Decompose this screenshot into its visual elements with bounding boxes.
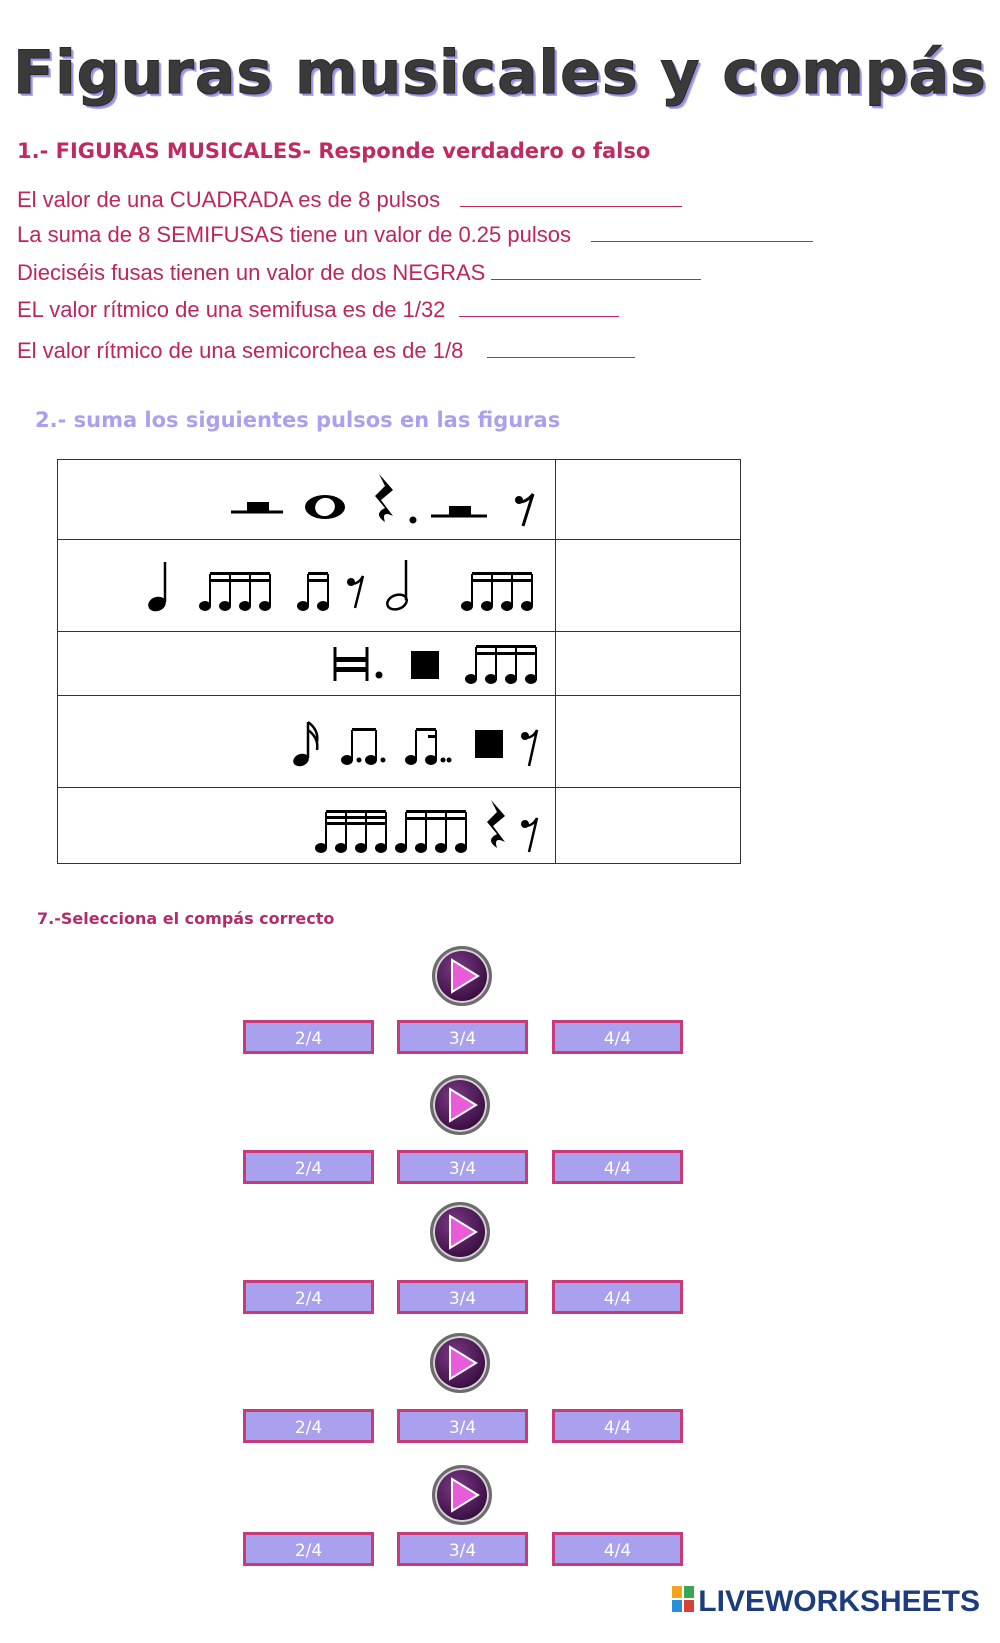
figures-cell [58,460,556,540]
option-3-4-button[interactable]: 3/4 [397,1409,528,1443]
play-icon [435,949,489,1003]
sum-answer-cell[interactable] [556,632,741,696]
brand-footer [672,1585,980,1620]
play-audio-button[interactable] [430,1333,490,1393]
figures-cell [58,696,556,788]
play-audio-button[interactable] [432,946,492,1006]
question-text: El valor de una CUADRADA es de 8 pulsos [17,187,441,212]
play-audio-button[interactable] [430,1075,490,1135]
figures-cell [58,632,556,696]
answer-blank[interactable] [491,259,701,280]
option-2-4-button[interactable]: 2/4 [243,1150,374,1184]
option-3-4-button[interactable]: 3/4 [397,1280,528,1314]
option-3-4-button[interactable]: 3/4 [397,1020,528,1054]
page-title: Figuras musicales y compás [13,38,987,108]
option-4-4-button[interactable]: 4/4 [552,1020,683,1054]
answer-blank[interactable] [460,186,682,207]
sum-answer-cell[interactable] [556,460,741,540]
option-3-4-button[interactable]: 3/4 [397,1532,528,1566]
figures-cell [58,788,556,864]
question-text: El valor rítmico de una semicorchea es de 1/8 [17,338,464,363]
section7-heading: 7.-Selecciona el compás correcto [37,909,335,928]
sum-answer-cell[interactable] [556,696,741,788]
figures-cell [58,540,556,632]
option-2-4-button[interactable]: 2/4 [243,1409,374,1443]
sum-answer-cell[interactable] [556,540,741,632]
table-row [58,632,741,696]
option-2-4-button[interactable]: 2/4 [243,1020,374,1054]
liveworksheets-logo-icon [672,1586,694,1620]
option-3-4-button[interactable]: 3/4 [397,1150,528,1184]
play-audio-button[interactable] [430,1202,490,1262]
question-text: EL valor rítmico de una semifusa es de 1/32 [17,297,446,322]
table-row [58,788,741,864]
answer-blank[interactable] [459,296,619,317]
play-audio-button[interactable] [432,1465,492,1525]
answer-blank[interactable] [487,337,635,358]
rhythm-figures-row-4 [291,712,551,772]
rhythm-table [57,459,741,864]
option-4-4-button[interactable]: 4/4 [552,1532,683,1566]
table-row [58,460,741,540]
table-row [58,696,741,788]
play-icon [433,1078,487,1132]
brand-name: LIVEWORKSHEETS [698,1585,980,1618]
answer-blank[interactable] [591,221,813,242]
sum-answer-cell[interactable] [556,788,741,864]
rhythm-figures-row-2 [141,556,551,616]
question-text: La suma de 8 SEMIFUSAS tiene un valor de 0.25 pulsos [17,222,571,247]
option-2-4-button[interactable]: 2/4 [243,1532,374,1566]
play-icon [433,1336,487,1390]
table-row [58,540,741,632]
rhythm-figures-row-5 [311,796,551,856]
play-icon [433,1205,487,1259]
question-5 [17,337,635,364]
rhythm-figures-row-3 [331,639,551,689]
question-2 [17,221,813,248]
option-4-4-button[interactable]: 4/4 [552,1409,683,1443]
section2-heading: 2.- suma los siguientes pulsos en las figuras [35,408,561,432]
question-4 [17,296,619,323]
option-4-4-button[interactable]: 4/4 [552,1150,683,1184]
section1-heading: 1.- FIGURAS MUSICALES- Responde verdadero o falso [17,139,651,163]
question-3 [17,259,701,286]
question-text: Dieciséis fusas tienen un valor de dos NEGRAS [17,260,486,285]
play-icon [435,1468,489,1522]
option-2-4-button[interactable]: 2/4 [243,1280,374,1314]
option-4-4-button[interactable]: 4/4 [552,1280,683,1314]
rhythm-figures-row-1 [221,470,551,530]
question-1 [17,186,682,213]
